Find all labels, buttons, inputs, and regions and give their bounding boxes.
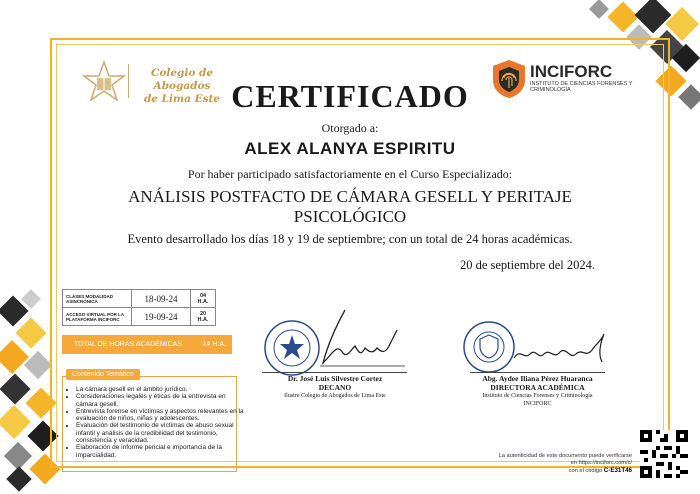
content-list [64, 386, 246, 459]
schedule-date: 19-09-24 [132, 308, 191, 326]
schedule-label: CLASES MODALIDAD ASINCRÓNICA [63, 290, 132, 308]
left-org-line2: de Lima Este [143, 93, 221, 105]
table-row [63, 290, 216, 308]
verification-code-prefix: con el código [568, 468, 603, 474]
left-signature [315, 308, 410, 370]
total-hours-label: TOTAL DE HORAS ACADÉMICAS [74, 341, 183, 348]
participation-text: Por haber participado satisfactoriamente en el Curso Especializado: [187, 167, 513, 181]
verification-code: C-E31T46 [603, 467, 632, 474]
recipient-name: ALEX ALANYA ESPIRITU [244, 139, 456, 158]
bar-association-seal-icon [262, 318, 322, 378]
granted-label: Otorgado a: [321, 121, 379, 135]
verification-line3 [470, 467, 632, 475]
qr-code-icon[interactable] [640, 430, 688, 478]
list-item: • Entrevista forense en víctimas y aspectos relevantes en la evaluación de niños, niñas y adolescentes. [76, 408, 246, 423]
total-hours-bar [62, 335, 232, 354]
left-signer-name: Dr. José Luis Silvestre Cortez [287, 374, 383, 383]
left-signer-role: DECANO [318, 383, 352, 392]
right-signer-role: DIRECTORA ACADÉMICA [490, 383, 585, 392]
left-signer-org: Ilustre Colegio de Abogados de Lima Este [284, 393, 386, 399]
right-signature [510, 330, 610, 370]
table-row [63, 308, 216, 326]
issue-date: 20 de septiembre del 2024. [459, 258, 595, 272]
schedule-hours: 20 H.A. [191, 308, 216, 326]
inciforc-name: INCIFORC [530, 62, 613, 81]
right-signer-org: Instituto de Ciencias Forenses y Criminología [482, 393, 593, 399]
list-item: • Elaboración de informe pericial e importancia de la imparcialidad. [76, 444, 246, 459]
schedule-table [62, 289, 216, 326]
schedule-hours: 04 H.A. [191, 290, 216, 308]
left-org-line1: Colegio de Abogados [150, 67, 214, 92]
right-signer-org-abbrev: INCIFORC [523, 401, 552, 407]
certificate-title: CERTIFICADO [231, 78, 469, 114]
schedule-date: 18-09-24 [132, 290, 191, 308]
inciforc-seal-icon [462, 320, 516, 374]
list-item: • Consideraciones legales y éticas de la entrevista en cámara gesell. [76, 393, 246, 408]
event-text: Evento desarrollado los días 18 y 19 de septiembre; con un total de 24 horas académicas. [127, 232, 573, 246]
course-title: ANÁLISIS POSTFACTO DE CÁMARA GESELL Y PERITAJE PSICOLÓGICO [128, 187, 572, 226]
schedule-label: ACCESO VIRTUAL POR LA PLATAFORMA INCIFORC [63, 308, 132, 326]
verification-url[interactable]: en https://inciforc.com/c/ [570, 460, 632, 466]
verification-text [470, 453, 632, 475]
left-signature-line [262, 372, 407, 373]
list-item: • La cámara gesell en el ámbito jurídico. [76, 386, 246, 393]
right-signer-name: Abg. Aydee Iliana Pérez Huaranca [482, 374, 593, 383]
inciforc-subtitle: INSTITUTO DE CIENCIAS FORENSES Y CRIMINOLOGÍA [530, 81, 633, 93]
right-signature-line [470, 372, 605, 373]
list-item: • Evaluación del testimonio de víctimas de abuso sexual infantil y análisis de la credibilidad del testimonio, consistencia y veracidad. [76, 422, 246, 444]
content-heading: Contenido Temático [66, 369, 140, 380]
total-hours-value: 24 H.A. [202, 341, 226, 348]
verification-line1: La autenticidad de este documento puede verificarse [498, 453, 632, 459]
